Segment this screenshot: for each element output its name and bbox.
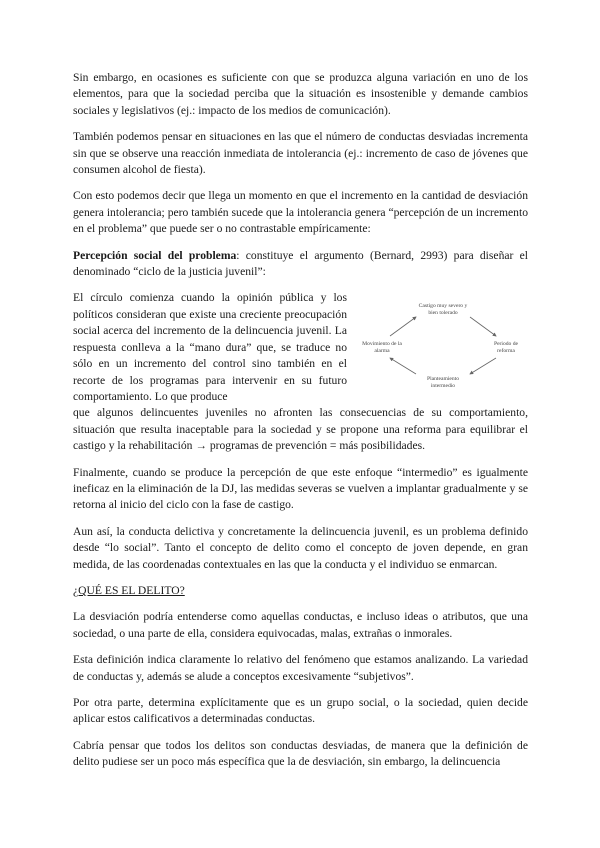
paragraph-1: Sin embargo, en ocasiones es suficiente con que se produzca alguna variación en uno de los elementos, para que la sociedad perciba que la situación es insostenible y demande cambios sociales y legislativos (ej.: impacto de los medios de comunicación). bbox=[73, 71, 528, 117]
diagram-node-top-2: bien tolerado bbox=[428, 310, 458, 317]
paragraph-4-text: : constituye el argumento (Bernard, 2993) para diseñar el denominado “ciclo de la justicia juvenil”: bbox=[73, 248, 529, 279]
diagram-arrow-left-top bbox=[390, 317, 416, 336]
paragraph-4 bbox=[73, 248, 528, 281]
paragraph-7: Aun así, la conducta delictiva y concretamente la delincuencia juvenil, es un problema definido desde “lo social”. Tanto el concepto de delito como el concepto de joven depende, en gran medida, de las coordenadas contextuales en las que la conducta y el individuo se enmarcan. bbox=[73, 524, 528, 571]
paragraph-8: La desviación podría entenderse como aquellas conductas, e incluso ideas o atributos, que una sociedad, o una parte de ella, considera equivocadas, malas, extrañas o inmorales. bbox=[73, 610, 528, 640]
section-heading: ¿QUÉ ES EL DELITO? bbox=[73, 583, 185, 597]
diagram-node-left-2: alarma bbox=[374, 348, 390, 355]
paragraph-3: Con esto podemos decir que llega un momento en que el incremento en la cantidad de desviación genera intolerancia; pero también sucede que la intolerancia genera “percepción de un incremento en el problema” que puede ser o no contrastable empíricamente: bbox=[73, 189, 528, 236]
paragraph-9: Esta definición indica claramente lo relativo del fenómeno que estamos analizando. La variedad de conductas y, además se alude a conceptos excesivamente “subjetivos”. bbox=[73, 653, 528, 683]
paragraph-10: Por otra parte, determina explícitamente que es un grupo social, o la sociedad, quien decide aplicar estos calificativos a determinadas conductas. bbox=[73, 696, 528, 726]
document-body bbox=[73, 70, 528, 781]
paragraph-6: Finalmente, cuando se produce la percepción de que este enfoque “intermedio” es igualmente ineficaz en la eliminación de la DJ, las medidas severas se vuelven a implantar gradualmente y se retorna al inicio del ciclo con la fase de castigo. bbox=[73, 465, 528, 512]
diagram-arrow-right-bottom bbox=[470, 358, 496, 374]
juvenile-justice-cycle-diagram bbox=[358, 298, 528, 393]
diagram-node-bottom-1: Planteamiento bbox=[426, 376, 460, 383]
diagram-arrow-top-right bbox=[470, 317, 496, 336]
diagram-node-top-1: Castigo muy severo y bbox=[418, 303, 468, 310]
cycle-section bbox=[73, 290, 528, 405]
diagram-node-bottom-2: intermedio bbox=[430, 383, 456, 390]
paragraph-2: También podemos pensar en situaciones en las que el número de conductas desviadas incrementa sin que se observe una reacción inmediata de intolerancia (ej.: incremento de caso de jóvenes que consumen alcohol de fiesta). bbox=[73, 130, 528, 177]
diagram-arrow-bottom-left bbox=[390, 358, 416, 374]
paragraph-5-left: El círculo comienza cuando la opinión pública y los políticos consideran que existe una creciente preocupación social acerca del incremento de la delincuencia juvenil. La respuesta conlleva a la “mano dura” que, se traduce no sólo en un incremento del control sino también en el recorte de los programas para intervenir en su futuro comportamiento. Lo que produce bbox=[73, 291, 347, 403]
diagram-node-right-2: reforma bbox=[497, 348, 515, 355]
diagram-node-right-1: Periodo de bbox=[493, 341, 519, 348]
diagram-node-left-1: Movimiento de la bbox=[362, 341, 402, 348]
term-percepcion-social: Percepción social del problema bbox=[73, 248, 237, 262]
paragraph-5-continued: que algunos delincuentes juveniles no afronten las consecuencias de su comportamiento, situación que resulta inaceptable para la sociedad y se propone una reforma para equilibrar el castigo y la rehabilitación → programas de prevención = más posibilidades. bbox=[73, 406, 528, 453]
paragraph-11: Cabría pensar que todos los delitos son conductas desviadas, de manera que la definición de delito pudiese ser un poco más específica que la de desviación, sin embargo, la delincuencia bbox=[73, 738, 528, 769]
